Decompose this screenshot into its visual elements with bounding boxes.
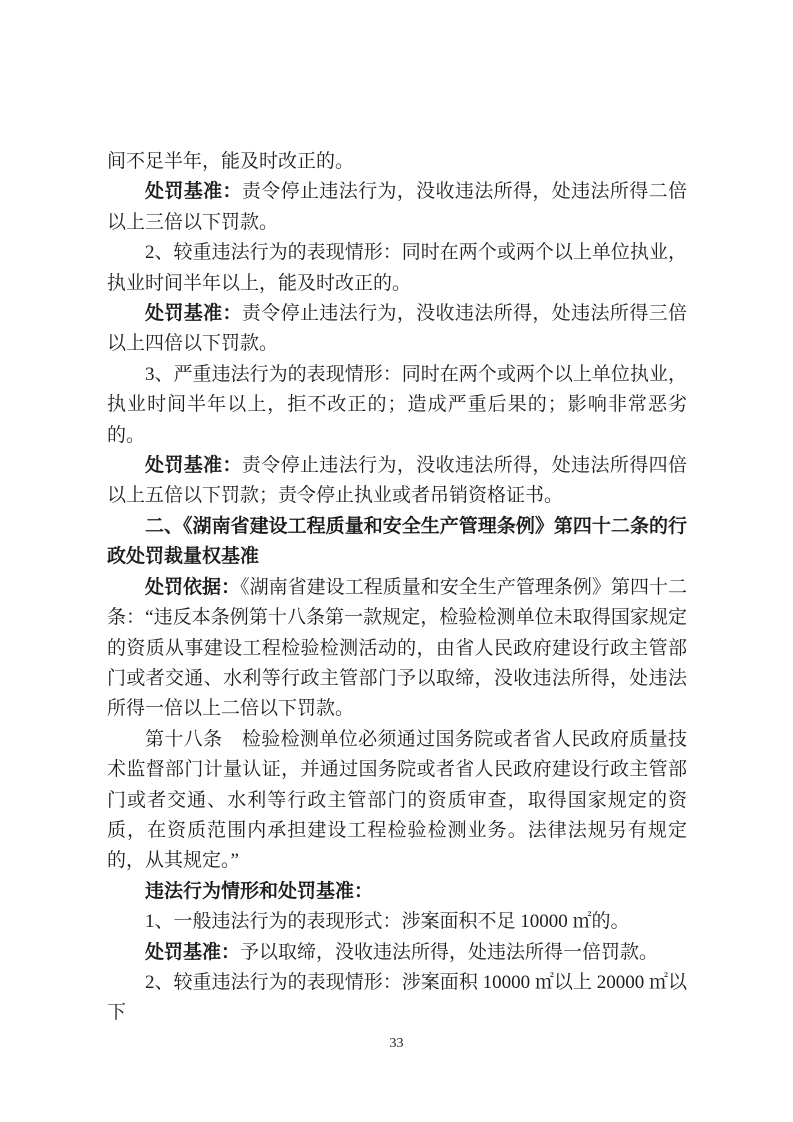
paragraph-label: 处罚基准： [145,181,242,203]
paragraph-text: 予以取缔，没收违法所得，处违法所得一倍罚款。 [240,941,659,963]
paragraph-label: 处罚基准： [145,303,242,325]
paragraph-text: 3、严重违法行为的表现情形：同时在两个或两个以上单位执业，执业时间半年以上，拒不改正的；造成严重后果的；影响非常恶劣的。 [107,363,687,446]
paragraph-text: 责令停止违法行为，没收违法所得，处违法所得三倍以上四倍以下罚款。 [107,303,687,355]
section-heading-text: 二、《湖南省建设工程质量和安全生产管理条例》第四十二条的行政处罚裁量权基准 [107,515,687,568]
penalty-standard-paragraph-1 [107,177,687,238]
violation-severe-paragraph [107,360,687,451]
subsection-heading [107,877,687,907]
violation-moderate-paragraph-2 [107,968,687,1029]
violation-general-paragraph [107,907,687,937]
article-18-paragraph [107,725,687,877]
subsection-heading-text: 违法行为情形和处罚基准： [145,880,374,902]
paragraph-label: 处罚基准： [145,941,241,963]
penalty-basis-paragraph [107,573,687,725]
paragraph-text: 《湖南省建设工程质量和安全生产管理条例》第四十二条：“违反本条例第十八条第一款规定，检验检测单位未取得国家规定的资质从事建设工程检验检测活动的，由省人民政府建设行政主管部门或者交通、水利等行政主管部门予以取缔，没收违法所得，处违法所得一倍以上二倍以下罚款。 [107,576,687,720]
document-body [107,147,687,1029]
paragraph-text: 1、一般违法行为的表现形式：涉案面积不足 10000 ㎡的。 [145,911,630,933]
paragraph-label: 处罚依据： [145,576,241,598]
paragraph-text: 第十八条 检验检测单位必须通过国务院或者省人民政府质量技术监督部门计量认证，并通过国务院或者省人民政府建设行政主管部门或者交通、水利等行政主管部门的资质审查，取得国家规定的资质，在资质范围内承担建设工程检验检测业务。法律法规另有规定的，从其规定。” [107,728,687,872]
penalty-standard-paragraph-3 [107,451,687,512]
paragraph-text: 间不足半年，能及时改正的。 [107,151,355,172]
violation-moderate-paragraph-1 [107,238,687,299]
page-footer [0,1036,793,1052]
page-number: 33 [389,1036,404,1051]
paragraph-text: 2、较重违法行为的表现情形：涉案面积 10000 ㎡以上 20000 ㎡以下 [107,971,687,1024]
penalty-standard-paragraph-4 [107,938,687,968]
penalty-standard-paragraph-2 [107,299,687,360]
paragraph-label: 处罚基准： [145,455,242,477]
paragraph-continuation [107,147,687,177]
section-heading [107,512,687,573]
paragraph-text: 责令停止违法行为，没收违法所得，处违法所得二倍以上三倍以下罚款。 [107,181,687,233]
paragraph-text: 责令停止违法行为，没收违法所得，处违法所得四倍以上五倍以下罚款；责令停止执业或者吊销资格证书。 [107,455,687,507]
paragraph-text: 2、较重违法行为的表现情形：同时在两个或两个以上单位执业，执业时间半年以上，能及时改正的。 [107,242,687,294]
